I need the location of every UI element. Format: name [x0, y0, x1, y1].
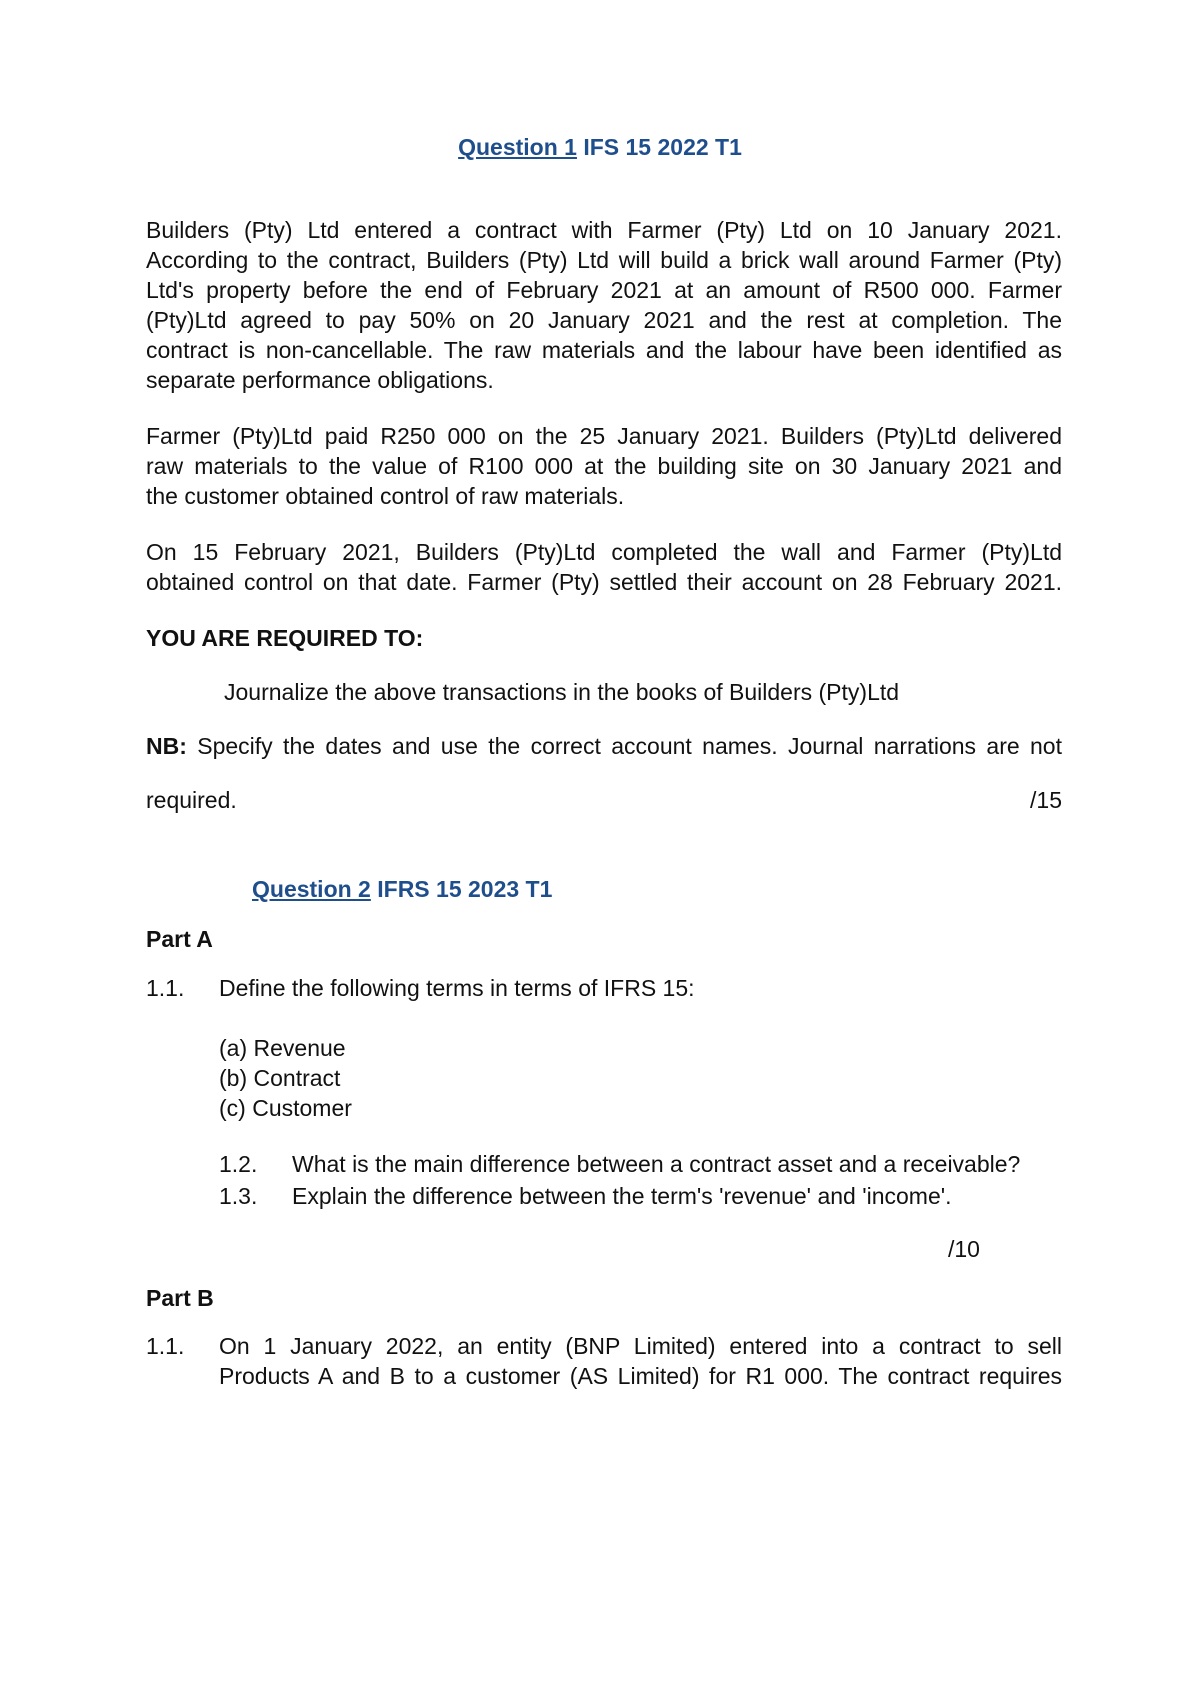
question-1-link[interactable]: Question 1 [458, 134, 577, 160]
term-customer: (c) Customer [219, 1095, 352, 1121]
q1-para2-line: the customer obtained control of raw materials. [146, 483, 625, 509]
term-revenue: (a) Revenue [219, 1035, 346, 1061]
nb-note-cont: required. [146, 787, 237, 813]
q1-para2-line: raw materials to the value of R100 000 at the building site on 30 January 2021 and [146, 453, 1062, 479]
item-1-1-text: Define the following terms in terms of IFRS 15: [219, 975, 695, 1001]
part-a-heading: Part A [146, 926, 213, 952]
term-contract: (b) Contract [219, 1065, 341, 1091]
q1-para1-line: separate performance obligations. [146, 367, 494, 393]
q1-para1-line: Builders (Pty) Ltd entered a contract with Farmer (Pty) Ltd on 10 January 2021. [146, 217, 1062, 243]
q1-para1-line: Ltd's property before the end of February 2021 at an amount of R500 000. Farmer [146, 277, 1062, 303]
q1-para3-line: On 15 February 2021, Builders (Pty)Ltd completed the wall and Farmer (Pty)Ltd [146, 539, 1062, 565]
question-1-heading: Question 1 IFS 15 2022 T1 [458, 134, 742, 160]
item-1-3-number: 1.3. [219, 1183, 258, 1209]
q1-para1-line: According to the contract, Builders (Pty) Ltd will build a brick wall around Farmer (Pty) [146, 247, 1062, 273]
q1-para1-line: (Pty)Ltd agreed to pay 50% on 20 January 2021 and the rest at completion. The [146, 307, 1062, 333]
required-heading: YOU ARE REQUIRED TO: [146, 625, 424, 651]
item-1-2-text: What is the main difference between a contract asset and a receivable? [292, 1151, 1021, 1177]
item-1-3-text: Explain the difference between the term's 'revenue' and 'income'. [292, 1183, 952, 1209]
part-b-item-number: 1.1. [146, 1333, 185, 1359]
nb-note: NB: Specify the dates and use the correct account names. Journal narrations are not [146, 733, 1062, 759]
question-2-link[interactable]: Question 2 [252, 876, 371, 902]
q1-para2-line: Farmer (Pty)Ltd paid R250 000 on the 25 January 2021. Builders (Pty)Ltd delivered [146, 423, 1062, 449]
q1-task: Journalize the above transactions in the books of Builders (Pty)Ltd [224, 679, 900, 705]
item-1-2-number: 1.2. [219, 1151, 258, 1177]
part-b-item-line: Products A and B to a customer (AS Limited) for R1 000. The contract requires [219, 1363, 1062, 1389]
nb-label: NB: [146, 733, 187, 759]
q2-marks: /10 [948, 1236, 980, 1262]
q1-para1-line: contract is non-cancellable. The raw materials and the labour have been identified as [146, 337, 1062, 363]
q1-para3-line: obtained control on that date. Farmer (Pty) settled their account on 28 February 2021. [146, 569, 1062, 595]
q1-marks: /15 [1030, 787, 1062, 813]
part-b-heading: Part B [146, 1285, 214, 1311]
part-b-item-line: On 1 January 2022, an entity (BNP Limited) entered into a contract to sell [219, 1333, 1062, 1359]
item-1-1-number: 1.1. [146, 975, 185, 1001]
question-2-heading: Question 2 IFRS 15 2023 T1 [252, 876, 553, 902]
